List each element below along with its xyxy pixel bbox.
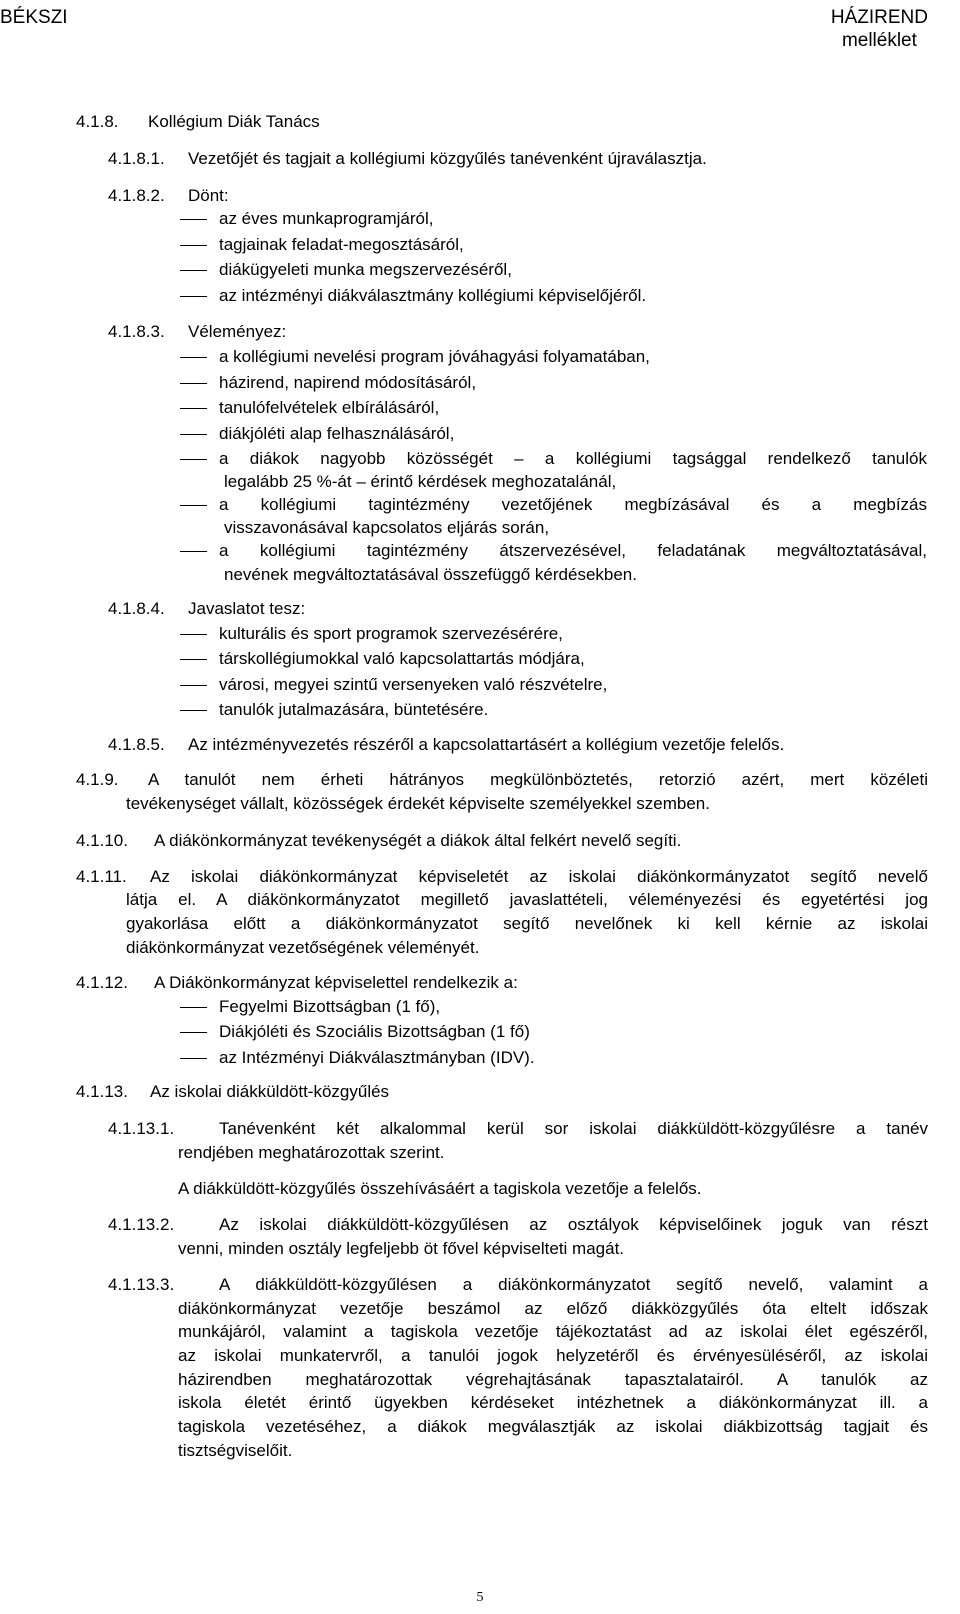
page-number: 5 xyxy=(476,1590,484,1605)
dash-bullet xyxy=(180,685,207,686)
dash-bullet xyxy=(180,634,207,635)
dash-bullet xyxy=(180,383,207,384)
list-item: a kollégiumi tagintézmény vezetőjének megbízásával és a megbízás xyxy=(219,495,927,514)
subsection-number: 4.1.13.2. xyxy=(108,1215,175,1234)
paragraph-line: venni, minden osztály legfeljebb öt fővel képviselteti magát. xyxy=(178,1239,625,1258)
dash-bullet xyxy=(180,459,207,460)
dash-bullet xyxy=(180,1032,207,1033)
paragraph-line: diákönkormányzat vezetőségének véleményét. xyxy=(126,938,480,957)
section-heading: Kollégium Diák Tanács xyxy=(148,112,320,131)
header-subtitle: melléklet xyxy=(841,30,917,51)
dash-bullet xyxy=(180,296,207,297)
paragraph-line: rendjében meghatározottak szerint. xyxy=(178,1143,445,1162)
paragraph-line: iskola életét érintő ügyekben kérdéseket intézhetnek a diákönkormányzat ill. a xyxy=(178,1393,928,1412)
list-item: a diákok nagyobb közösségét – a kollégiumi tagsággal rendelkező tanulók xyxy=(219,449,927,468)
section-number: 4.1.13. xyxy=(76,1082,128,1101)
dash-bullet xyxy=(180,270,207,271)
list-item: diákügyeleti munka megszervezéséről, xyxy=(219,260,512,279)
header-title: HÁZIREND xyxy=(830,7,928,28)
paragraph-line: Tanévenként két alkalommal kerül sor iskolai diákküldött-közgyűlésre a tanév xyxy=(219,1119,928,1138)
header-school-name: BÉKSZI xyxy=(0,7,68,28)
paragraph-line: A diákküldött-közgyűlés összehívásáért a tagiskola vezetője a felelős. xyxy=(178,1179,702,1198)
section-number: 4.1.10. xyxy=(76,831,128,850)
paragraph-line: A diákküldött-közgyűlésen a diákönkormányzatot segítő nevelő, valamint a xyxy=(219,1275,928,1294)
section-number: 4.1.9. xyxy=(76,770,119,789)
section-heading: Az iskolai diákküldött-közgyűlés xyxy=(150,1082,390,1101)
list-item: városi, megyei szintű versenyeken való részvételre, xyxy=(219,675,608,694)
subsection-number: 4.1.8.4. xyxy=(108,599,165,618)
list-item: Diákjóléti és Szociális Bizottságban (1 fő) xyxy=(219,1022,530,1041)
paragraph-line: Az iskolai diákküldött-közgyűlésen az osztályok képviselőinek joguk van részt xyxy=(219,1215,928,1234)
paragraph-line: tevékenységet vállalt, közösségek érdekét képviselte személyekkel szemben. xyxy=(126,794,710,813)
paragraph-line: házirendben meghatározottak végrehajtásának tapasztalatairól. A tanulók az xyxy=(178,1370,928,1389)
list-item: kulturális és sport programok szervezésérére, xyxy=(219,624,563,643)
section-number: 4.1.8. xyxy=(76,112,119,131)
paragraph-line: A tanulót nem érheti hátrányos megkülönböztetés, retorzió azért, mert közéleti xyxy=(148,770,928,789)
list-item: tagjainak feladat-megosztásáról, xyxy=(219,235,464,254)
paragraph-line: tisztségviselőit. xyxy=(178,1441,293,1460)
section-number: 4.1.11. xyxy=(76,867,127,886)
paragraph-line: látja el. A diákönkormányzatot megillető javaslattételi, véleményezési és egyetértési jog xyxy=(126,890,928,909)
list-item: diákjóléti alap felhasználásáról, xyxy=(219,424,455,443)
section-text: A diákönkormányzat tevékenységét a diákok által felkért nevelő segíti. xyxy=(154,831,682,850)
dash-bullet xyxy=(180,434,207,435)
list-item: házirend, napirend módosításáról, xyxy=(219,373,477,392)
subsection-number: 4.1.8.3. xyxy=(108,322,165,341)
paragraph-line: gyakorlása előtt a diákönkormányzatot segítő nevelőnek ki kell kérnie az iskolai xyxy=(126,914,928,933)
subsection-title: Dönt: xyxy=(188,186,229,205)
list-item: az Intézményi Diákválasztmányban (IDV). xyxy=(219,1048,535,1067)
subsection-title: Javaslatot tesz: xyxy=(188,599,306,618)
list-item: az éves munkaprogramjáról, xyxy=(219,209,434,228)
list-item: a kollégiumi nevelési program jóváhagyási folyamatában, xyxy=(219,347,650,366)
subsection-text: Vezetőjét és tagjait a kollégiumi közgyűlés tanévenként újraválasztja. xyxy=(188,149,707,168)
subsection-number: 4.1.13.3. xyxy=(108,1275,175,1294)
dash-bullet xyxy=(180,219,207,220)
list-item: az intézményi diákválasztmány kollégiumi képviselőjéről. xyxy=(219,286,647,305)
subsection-number: 4.1.8.5. xyxy=(108,735,165,754)
paragraph-line: munkájáról, valamint a tagiskola vezetője tájékoztatást ad az iskolai élet egészéről, xyxy=(178,1322,928,1341)
dash-bullet xyxy=(180,710,207,711)
section-number: 4.1.12. xyxy=(76,973,128,992)
dash-bullet xyxy=(180,357,207,358)
header-document-title xyxy=(831,6,928,52)
list-item-continuation: visszavonásával kapcsolatos eljárás során, xyxy=(224,518,550,537)
subsection-number: 4.1.13.1. xyxy=(108,1119,175,1138)
paragraph-line: az iskolai munkatervről, a tanulói jogok helyzetéről és érvényesüléséről, az iskolai xyxy=(178,1346,928,1365)
section-title: A Diákönkormányzat képviselettel rendelkezik a: xyxy=(154,973,518,992)
dash-bullet xyxy=(180,408,207,409)
dash-bullet xyxy=(180,551,207,552)
list-item: a kollégiumi tagintézmény átszervezésével, feladatának megváltoztatásával, xyxy=(219,541,927,560)
list-item: Fegyelmi Bizottságban (1 fő), xyxy=(219,997,441,1016)
list-item: tanulók jutalmazására, büntetésére. xyxy=(219,700,489,719)
subsection-number: 4.1.8.2. xyxy=(108,186,165,205)
dash-bullet xyxy=(180,659,207,660)
dash-bullet xyxy=(180,1058,207,1059)
dash-bullet xyxy=(180,505,207,506)
subsection-number: 4.1.8.1. xyxy=(108,149,165,168)
subsection-text: Az intézményvezetés részéről a kapcsolattartásért a kollégium vezetője felelős. xyxy=(188,735,785,754)
paragraph-line: tagiskola vezetéséhez, a diákok megválasztják az iskolai diákbizottság tagjait és xyxy=(178,1417,928,1436)
paragraph-line: diákönkormányzat vezetője beszámol az előző diákközgyűlés óta eltelt időszak xyxy=(178,1299,928,1318)
subsection-title: Véleményez: xyxy=(188,322,287,341)
paragraph-line: Az iskolai diákönkormányzat képviseletét az iskolai diákönkormányzatot segítő nevelő xyxy=(150,867,928,886)
list-item: tanulófelvételek elbírálásáról, xyxy=(219,398,440,417)
dash-bullet xyxy=(180,1007,207,1008)
list-item-continuation: legalább 25 %-át – érintő kérdések meghozatalánál, xyxy=(224,472,617,491)
dash-bullet xyxy=(180,245,207,246)
list-item-continuation: nevének megváltoztatásával összefüggő kérdésekben. xyxy=(224,565,637,584)
list-item: társkollégiumokkal való kapcsolattartás módjára, xyxy=(219,649,585,668)
